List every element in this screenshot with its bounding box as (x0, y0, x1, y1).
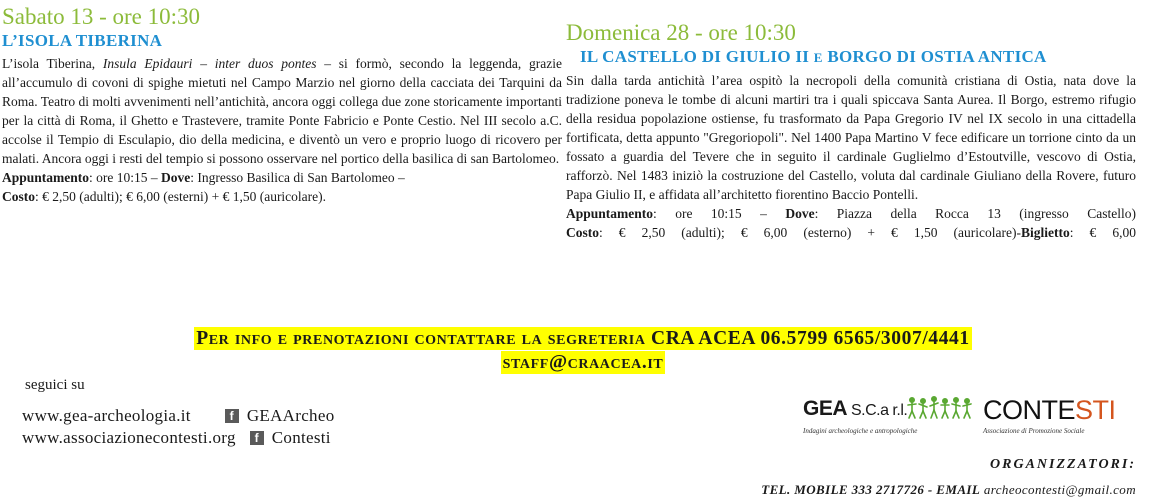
right-event-description: Sin dalla tarda antichità l’area ospitò la necropoli della comunità cristiana di Ostia, nata dove la tradizione poneva le tombe di alcuni martiri tra i quali spiccava Santa Aurea. Il Borgo, estremo rifugio della residua popolazione ostiense, fu trasformato da Papa Gregorio IV nel IX secolo in una cittadella fortificata, detta appunto "Gregoriopoli". Nel 1400 Papa Martino V fece edificare un torrione cinto da un fossato a guardia del Tevere che in seguito il cardinale Guglielmo d’Estoutville, vescovo di Ostia, rafforzò. Nel 1483 iniziò la costruzione del Castello, voluta dal cardinale Giuliano della Rovere, futuro Papa Giulio II, e affidata all’architetto fiorentino Baccio Pontelli. (566, 73, 1136, 202)
facebook-link-contesti[interactable]: f Contesti (250, 427, 331, 449)
facebook-link-gea[interactable]: f GEAArcheo (225, 405, 335, 427)
left-event (2, 4, 562, 206)
website-link-gea[interactable]: www.gea-archeologia.it (22, 406, 191, 425)
left-event-title: L’ISOLA TIBERINA (2, 31, 163, 50)
left-event-description: L’isola Tiberina, Insula Epidauri – inter duos pontes – si formò, secondo la leggenda, grazie all’accumulo di covoni di spighe mietuti nel Campo Marzio nel giorno della cacciata dei Tarquini da Roma. Teatro di molti avvenimenti nell’antichità, ancora oggi collega due zone storicamente importanti per la città di Roma, il Ghetto e Trastevere, tramite Ponte Fabricio e Ponte Cestio. Nel III secolo a.C. accolse il Tempio di Esculapio, dio della medicina, e diventò un vero e proprio luogo di ricovero per malati. Ancora oggi i resti del tempio si possono osservare nel portico della basilica di san Bartolomeo. (2, 56, 562, 166)
latin-name: Insula Epidauri – inter duos pontes (102, 56, 317, 71)
facebook-icon: f (225, 409, 239, 423)
site-row-contesti (22, 427, 335, 449)
right-event-date: Domenica 28 - ore 10:30 (566, 20, 796, 45)
site-row-gea (22, 405, 335, 427)
right-event (566, 20, 1136, 242)
contact-email[interactable]: archeocontesti@gmail.com (980, 482, 1136, 497)
contesti-tagline: Associazione di Promozione Sociale (983, 427, 1085, 435)
social-links (22, 405, 335, 449)
left-event-date: Sabato 13 - ore 10:30 (2, 4, 201, 29)
follow-us-label: seguici su (25, 377, 85, 393)
left-event-appointment: Appuntamento: ore 10:15 – Dove: Ingresso Basilica di San Bartolomeo – (2, 170, 405, 185)
right-event-title: IL CASTELLO DI GIULIO II E BORGO DI OSTIA ANTICA (580, 47, 1047, 66)
right-event-cost: Costo: € 2,50 (adulti); € 6,00 (esterno) + € 1,50 (auricolare)-Biglietto: € 6,00 (566, 225, 1136, 240)
organizers-heading: ORGANIZZATORI: (990, 457, 1136, 472)
info-contact-line: Per info e prenotazioni contattare la segreteria CRA ACEA 06.5799 6565/3007/4441 (196, 328, 970, 349)
organizer-logos (803, 395, 1123, 439)
right-event-appointment: Appuntamento: ore 10:15 – Dove: Piazza della Rocca 13 (ingresso Castello) (566, 206, 1136, 221)
website-link-contesti[interactable]: www.associazionecontesti.org (22, 428, 236, 447)
info-email[interactable]: staff@craacea.it (502, 352, 664, 373)
info-banner (88, 327, 1078, 374)
contacts-line: TEL. MOBILE 333 2717726 - EMAIL archeocontesti@gmail.com (761, 482, 1136, 497)
facebook-icon: f (250, 431, 264, 445)
contesti-logo: CONTESTI (983, 395, 1116, 425)
left-event-cost: Costo: € 2,50 (adulti); € 6,00 (esterni) + € 1,50 (auricolare). (2, 189, 327, 204)
people-figures-icon (907, 396, 977, 420)
gea-logo: GEA S.C.a r.l. (803, 397, 908, 420)
gea-tagline: Indagini archeologiche e antropologiche (803, 427, 918, 435)
